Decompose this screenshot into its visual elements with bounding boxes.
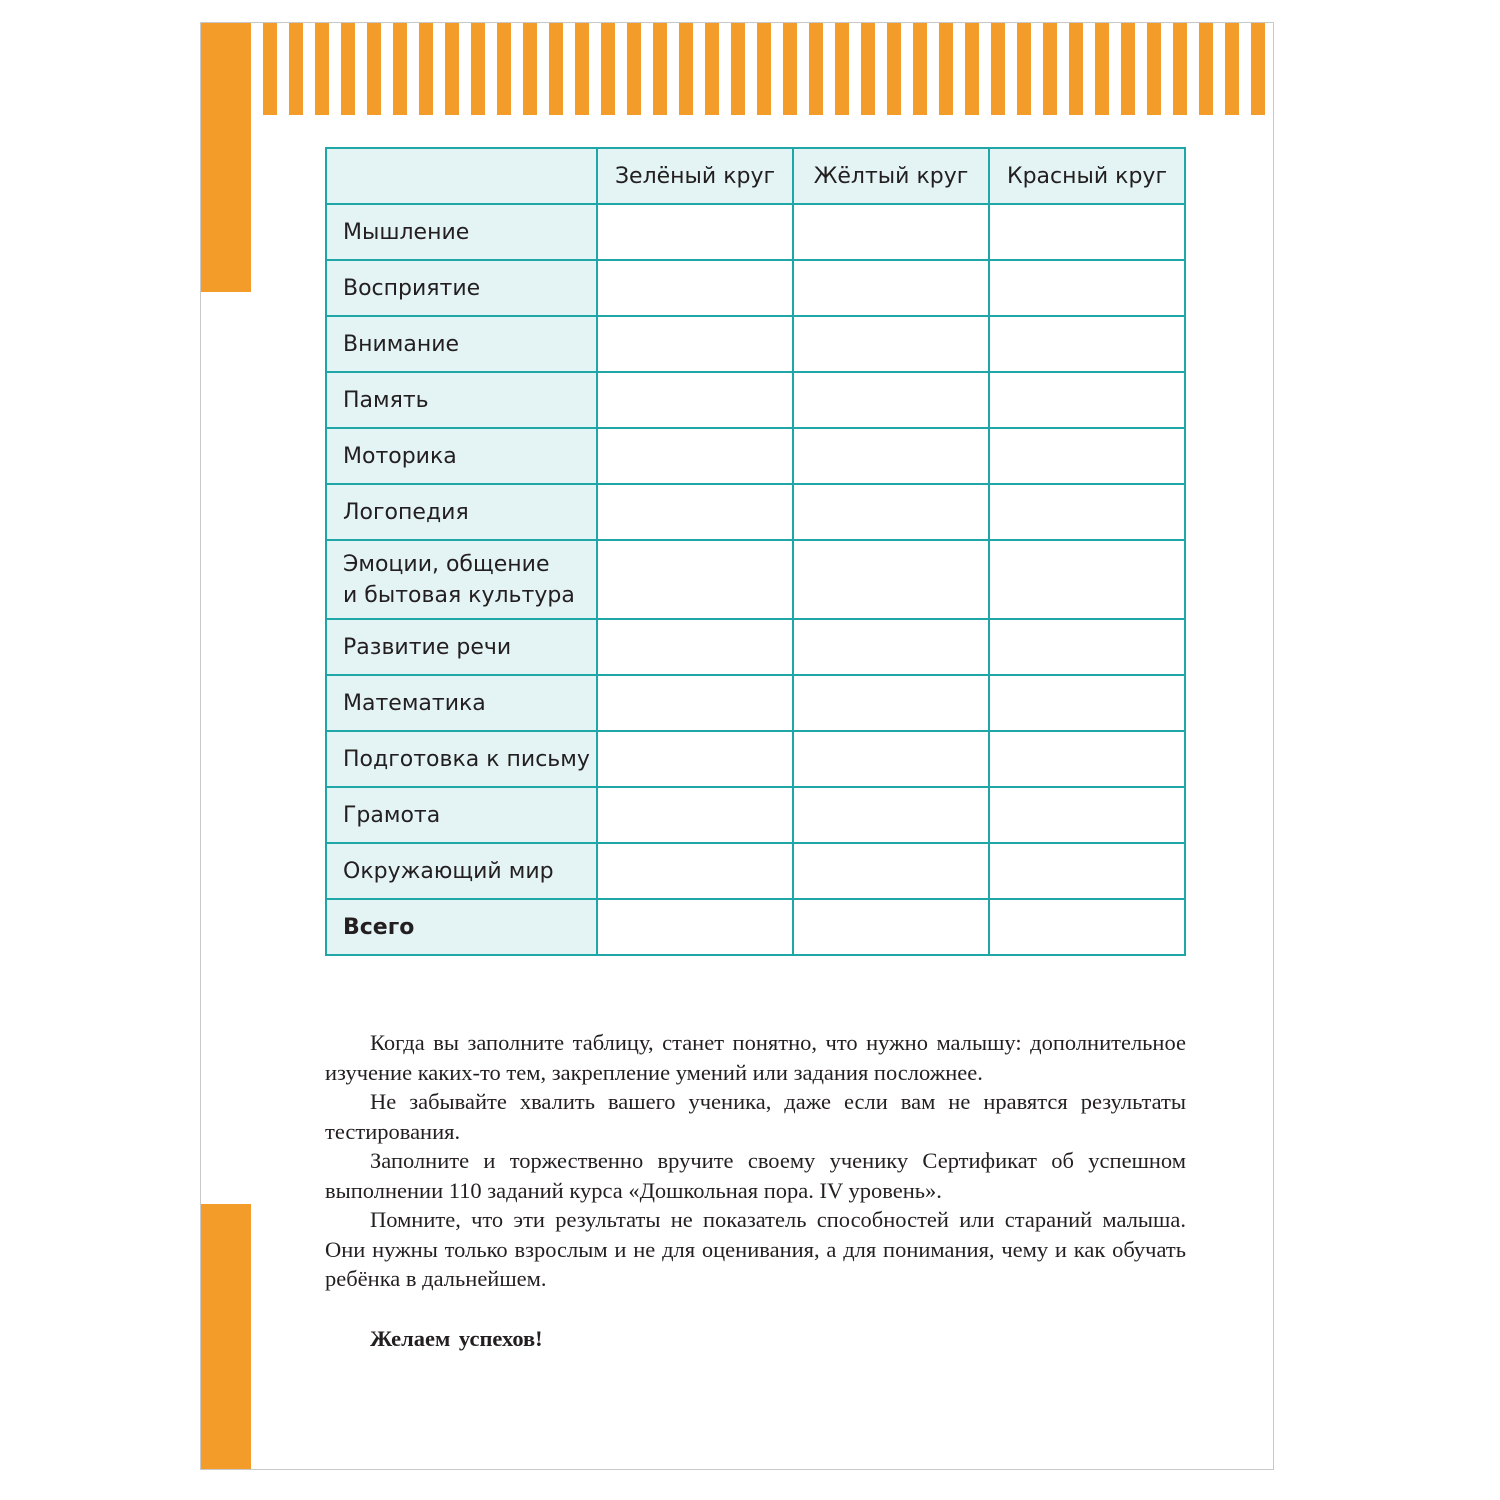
paragraph: Заполните и торжественно вручите своему ученику Сертификат об успешном выполнении 110 заданий курса «Дошкольная пора. IV уровень». <box>325 1148 1186 1203</box>
yellow-cell[interactable] <box>793 787 989 843</box>
table-total-row <box>326 899 1185 955</box>
row-label-line: Эмоции, общение <box>343 551 550 577</box>
row-label: Память <box>326 372 597 428</box>
green-cell[interactable] <box>597 619 793 675</box>
red-cell[interactable] <box>989 843 1185 899</box>
table-row <box>326 843 1185 899</box>
header-red-circle: Красный круг <box>989 148 1185 204</box>
green-cell[interactable] <box>597 428 793 484</box>
row-label: Развитие речи <box>326 619 597 675</box>
paragraph: Когда вы заполните таблицу, станет понятно, что нужно малышу: дополнительное изучение каких-то тем, закрепление умений или задания посложнее. <box>325 1030 1186 1085</box>
yellow-cell[interactable] <box>793 540 989 619</box>
green-cell[interactable] <box>597 204 793 260</box>
paragraph: Не забывайте хвалить вашего ученика, даже если вам не нравятся результаты тестирования. <box>325 1089 1186 1144</box>
green-cell[interactable] <box>597 843 793 899</box>
decorative-stripes <box>263 23 1274 115</box>
red-cell[interactable] <box>989 731 1185 787</box>
red-total-cell[interactable] <box>989 899 1185 955</box>
green-cell[interactable] <box>597 260 793 316</box>
workbook-page <box>200 22 1274 1470</box>
table-row <box>326 260 1185 316</box>
header-green-circle: Зелёный круг <box>597 148 793 204</box>
red-cell[interactable] <box>989 787 1185 843</box>
table-row <box>326 372 1185 428</box>
row-label: Мышление <box>326 204 597 260</box>
paragraph: Помните, что эти результаты не показатель способностей или стараний малыша. Они нужны только взрослым и не для оценивания, а для понимания, чему и как обучать ребёнка в дальнейшем. <box>325 1207 1186 1291</box>
red-cell[interactable] <box>989 484 1185 540</box>
yellow-cell[interactable] <box>793 484 989 540</box>
table-row <box>326 540 1185 619</box>
table-row <box>326 428 1185 484</box>
table-header-row <box>326 148 1185 204</box>
closing-wish: Желаем успехов! <box>370 1325 543 1351</box>
yellow-cell[interactable] <box>793 204 989 260</box>
green-total-cell[interactable] <box>597 899 793 955</box>
table-row <box>326 484 1185 540</box>
green-cell[interactable] <box>597 372 793 428</box>
row-label: Грамота <box>326 787 597 843</box>
table-row <box>326 675 1185 731</box>
yellow-cell[interactable] <box>793 843 989 899</box>
yellow-cell[interactable] <box>793 731 989 787</box>
green-cell[interactable] <box>597 316 793 372</box>
green-cell[interactable] <box>597 731 793 787</box>
table-row <box>326 204 1185 260</box>
table-row <box>326 787 1185 843</box>
yellow-cell[interactable] <box>793 428 989 484</box>
row-label: Восприятие <box>326 260 597 316</box>
red-cell[interactable] <box>989 428 1185 484</box>
red-cell[interactable] <box>989 316 1185 372</box>
decorative-side-bar-bottom <box>201 1204 251 1470</box>
instructions-text <box>325 1028 1186 1353</box>
yellow-total-cell[interactable] <box>793 899 989 955</box>
yellow-cell[interactable] <box>793 260 989 316</box>
row-label: Моторика <box>326 428 597 484</box>
green-cell[interactable] <box>597 675 793 731</box>
green-cell[interactable] <box>597 484 793 540</box>
row-label: Внимание <box>326 316 597 372</box>
header-yellow-circle: Жёлтый круг <box>793 148 989 204</box>
red-cell[interactable] <box>989 372 1185 428</box>
header-empty-cell <box>326 148 597 204</box>
row-label <box>326 540 597 619</box>
decorative-side-bar-top <box>201 23 251 292</box>
red-cell[interactable] <box>989 260 1185 316</box>
row-label: Окружающий мир <box>326 843 597 899</box>
red-cell[interactable] <box>989 619 1185 675</box>
yellow-cell[interactable] <box>793 619 989 675</box>
red-cell[interactable] <box>989 540 1185 619</box>
yellow-cell[interactable] <box>793 316 989 372</box>
table-row <box>326 316 1185 372</box>
yellow-cell[interactable] <box>793 372 989 428</box>
row-label-line: и бытовая культура <box>343 582 575 608</box>
row-label: Логопедия <box>326 484 597 540</box>
total-label: Всего <box>326 899 597 955</box>
table-row <box>326 731 1185 787</box>
yellow-cell[interactable] <box>793 675 989 731</box>
green-cell[interactable] <box>597 540 793 619</box>
table-row <box>326 619 1185 675</box>
green-cell[interactable] <box>597 787 793 843</box>
row-label: Подготовка к письму <box>326 731 597 787</box>
red-cell[interactable] <box>989 204 1185 260</box>
row-label: Математика <box>326 675 597 731</box>
red-cell[interactable] <box>989 675 1185 731</box>
results-table <box>325 147 1186 956</box>
